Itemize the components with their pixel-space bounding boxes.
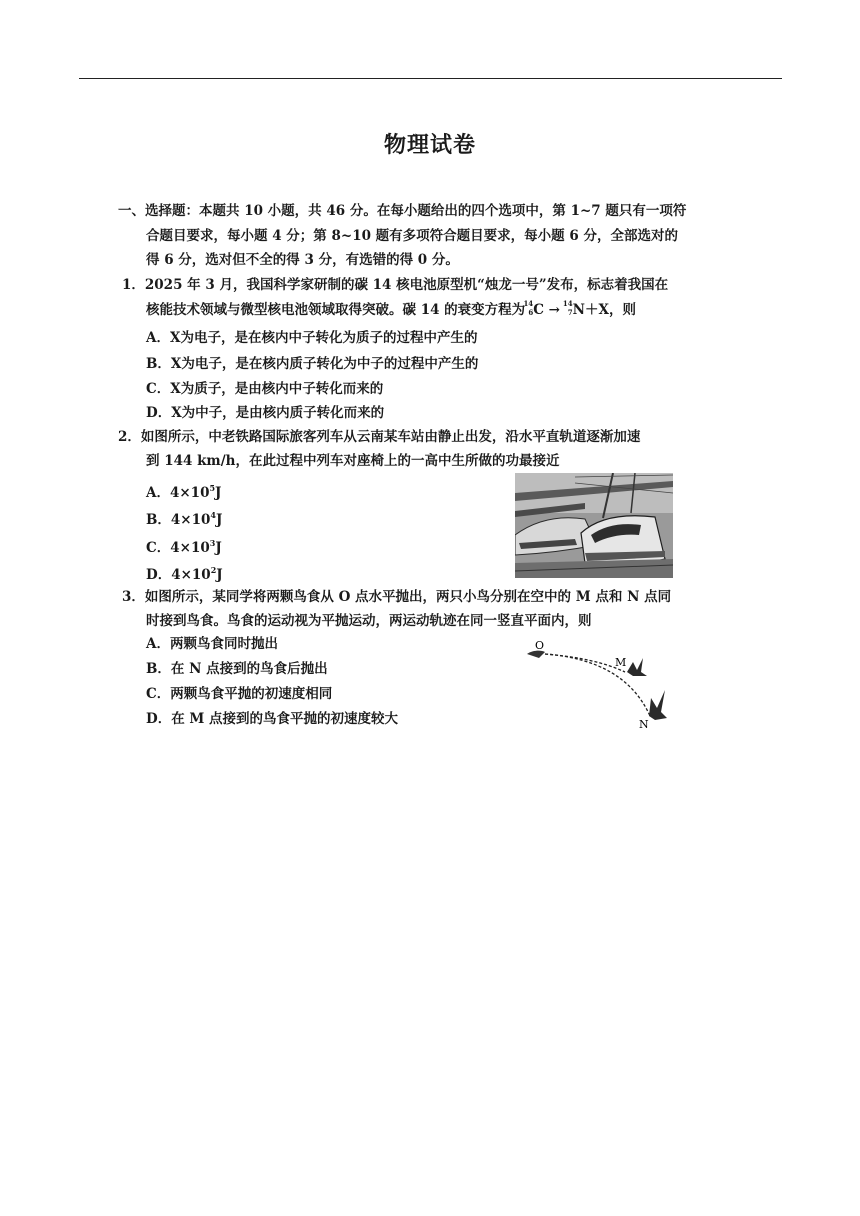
section-heading-line-1: 一、选择题：本题共 10 小题，共 46 分。在每小题给出的四个选项中，第 1~7 题只有一项符	[118, 203, 687, 219]
q2-option-a-base: A．4×10	[146, 485, 210, 501]
q1-stem-line-2	[146, 301, 636, 319]
section-heading-line-3: 得 6 分，选对但不全的得 3 分，有选错的得 0 分。	[146, 252, 459, 268]
q1-stem-text: 核能技术领域与微型核电池领域取得突破。碳 14 的衰变方程为	[146, 302, 526, 318]
q2-option-b-unit: J	[215, 512, 223, 528]
q3-stem-line-1: 3．如图所示，某同学将两颗鸟食从 O 点水平抛出，两只小鸟分别在空中的 M 点和 N 点同	[122, 589, 672, 605]
q2-option-c-base: C．4×10	[146, 540, 210, 556]
q2-option-b-base: B．4×10	[146, 512, 211, 528]
q2-option-d	[146, 561, 223, 584]
q2-option-c-unit: J	[215, 540, 222, 556]
point-o-label: O	[535, 639, 545, 652]
nitrogen-symbol: N	[572, 302, 585, 318]
q2-option-d-exponent: 2	[210, 565, 217, 575]
q2-option-c	[146, 534, 222, 557]
decay-arrow: →	[543, 302, 565, 318]
carbon-symbol: C	[533, 302, 544, 318]
q1-option-c: C．X为质子，是由核内中子转化而来的	[146, 381, 384, 397]
q2-option-d-unit: J	[216, 567, 223, 583]
q2-option-d-base: D．4×10	[146, 567, 211, 583]
bird-n-icon	[649, 690, 667, 720]
trajectory-diagram	[515, 632, 675, 732]
trajectory-n	[545, 654, 650, 716]
q2-option-a-unit: J	[215, 485, 222, 501]
q2-option-b-exponent: 4	[210, 510, 216, 520]
nitrogen-atomic-number: 7	[567, 308, 573, 317]
q3-option-d: D．在 M 点接到的鸟食平抛的初速度较大	[146, 711, 399, 727]
carbon-nuclide-indices	[525, 301, 533, 319]
trajectory-m	[545, 654, 625, 672]
q3-option-a: A．两颗鸟食同时抛出	[146, 636, 278, 652]
nitrogen-nuclide-indices	[562, 299, 573, 319]
bird-m-icon	[627, 658, 647, 676]
q3-option-c: C．两颗鸟食平抛的初速度相同	[146, 686, 333, 702]
train-photo	[515, 473, 673, 578]
q2-option-b	[146, 506, 222, 529]
q2-option-c-exponent: 3	[209, 538, 216, 548]
section-heading-line-2: 合题目要求，每小题 4 分；第 8~10 题有多项符合题目要求，每小题 6 分，全部选对的	[146, 228, 678, 244]
carbon-atomic-number: 6	[528, 308, 534, 317]
q1-option-d: D．X为中子，是由核内质子转化而来的	[146, 405, 385, 421]
q1-stem-tail: ＋X，则	[585, 302, 636, 318]
q3-stem-line-2: 时接到鸟食。鸟食的运动视为平抛运动，两运动轨迹在同一竖直平面内，则	[146, 613, 592, 629]
q2-option-a-exponent: 5	[209, 483, 216, 493]
q1-option-b: B．X为电子，是在核内质子转化为中子的过程中产生的	[146, 356, 479, 372]
q1-option-a: A．X为电子，是在核内中子转化为质子的过程中产生的	[146, 330, 478, 346]
q2-stem-line-1: 2．如图所示，中老铁路国际旅客列车从云南某车站由静止出发，沿水平直轨道逐渐加速	[118, 429, 641, 445]
header-rule	[79, 78, 782, 79]
point-n-label: N	[639, 718, 649, 731]
point-m-label: M	[615, 656, 627, 669]
q1-stem-line-1: 1．2025 年 3 月，我国科学家研制的碳 14 核电池原型机“烛龙一号”发布，标志着我国在	[122, 277, 669, 293]
page-title: 物理试卷	[383, 132, 476, 158]
q3-option-b: B．在 N 点接到的鸟食后抛出	[146, 661, 328, 677]
q2-stem-line-2: 到 144 km/h，在此过程中列车对座椅上的一高中生所做的功最接近	[146, 453, 560, 469]
nitrogen-mass-number: 14	[562, 299, 573, 308]
carbon-mass-number: 14	[523, 299, 534, 308]
q2-option-a	[146, 479, 221, 502]
